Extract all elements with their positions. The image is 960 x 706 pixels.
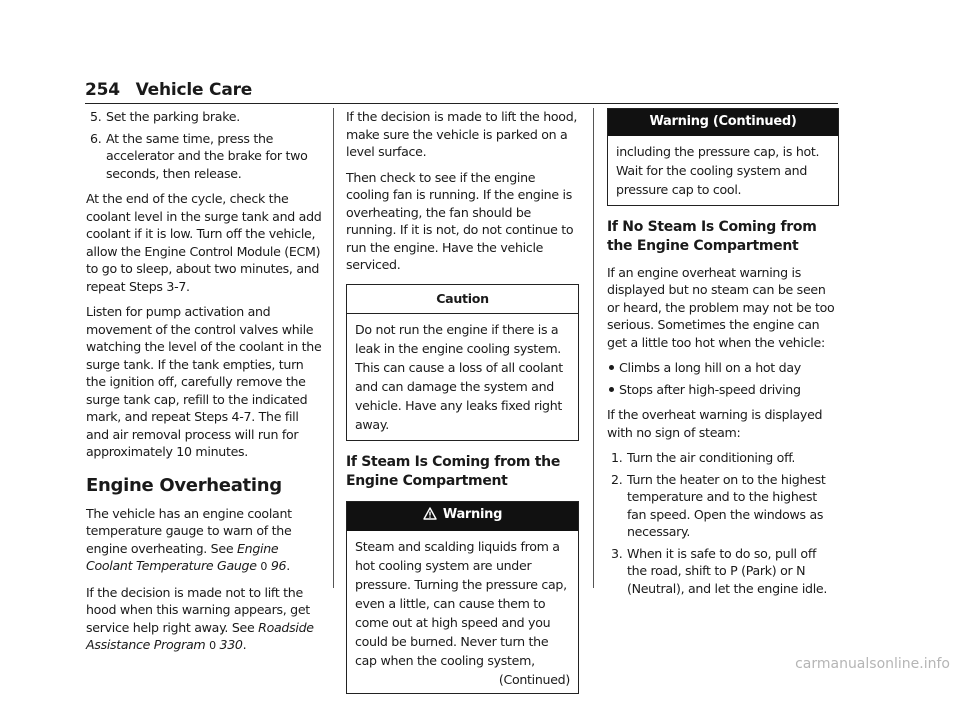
list-item: Stops after high-speed driving [607,381,839,399]
column-1 [86,108,324,663]
warning-triangle-icon [423,507,437,526]
paragraph: Listen for pump activation and movement of the control valves while watching the level of the coolant in the surge tank. If the tank empties, turn the ignition off, carefully remove the surge tank cap, refill to the indicated mark, and repeat Steps 4-7. The fill and air removal process will run for approximately 10 minutes. [86,304,322,459]
paragraph: If the decision is made to lift the hood, make sure the vehicle is parked on a level surface. [346,109,578,159]
column-2 [346,108,579,706]
paragraph: If an engine overheat warning is displayed but no steam can be seen or heard, the problem may not be too serious. Sometimes the engine can get a little too hot when the vehicle: [607,264,835,350]
watermark[interactable]: carmanualsonline.info [795,656,950,672]
paragraph: The vehicle has an engine coolant temperature gauge to warn of the engine overheating. See Engine Coolant Temperature Gauge 0 96. [86,505,292,573]
continued-label: (Continued) [498,671,570,687]
warning-title-bar [347,502,578,531]
column-3 [607,108,839,605]
caution-title: Caution [347,285,578,315]
page-number: 254 [85,80,120,100]
list-item: 1. Turn the air conditioning off. [611,450,796,465]
warning-continued-title: Warning (Continued) [608,109,838,136]
paragraph: If the overheat warning is displayed with no sign of steam: [607,407,823,440]
warning-continued-box [607,108,839,206]
engine-coolant-gauge-link[interactable]: Engine Coolant Temperature Gauge 0 96 [86,540,287,573]
bullet-icon [609,387,614,392]
paragraph: If the decision is made not to lift the hood when this warning appears, get service help right away. See Roadside Assistance Program 0 330. [86,584,314,652]
warning-title: Warning [442,507,503,522]
list-item: 6. At the same time, press the accelerator and the brake for two seconds, then release. [90,130,308,181]
no-steam-steps [607,449,839,597]
list-item: 2. Turn the heater on to the highest temperature and to the highest fan speed. Open the windows as necessary. [611,471,826,539]
paragraph: At the end of the cycle, check the coolant level in the surge tank and add coolant if it is low. Turn off the vehicle, allow the Engine Control Module (ECM) to go to sleep, about two minutes, and repeat Steps 3-7. [86,191,322,294]
no-steam-heading: If No Steam Is Coming from the Engine Compartment [607,218,817,254]
coolant-fill-steps [86,108,324,182]
list-item: 5. Set the parking brake. [90,109,240,124]
bullet-icon [609,365,614,370]
header-rule [85,103,838,104]
overheat-causes-list [607,359,839,398]
column-divider-1 [333,108,334,588]
warning-box [346,501,579,694]
list-item: 3. When it is safe to do so, pull off the road, shift to P (Park) or N (Neutral), and let the engine idle. [611,545,828,596]
roadside-assistance-link[interactable]: Roadside Assistance Program 0 330 [86,619,314,652]
page-ref-icon: 0 [209,639,216,652]
warning-text: Steam and scalding liquids from a hot cooling system are under pressure. Turning the pressure cap, even a little, can cause them to come out at high speed and you could be burned. Never turn the cap when the cooling system, [355,538,567,668]
engine-overheating-heading: Engine Overheating [86,474,282,496]
section-title: Vehicle Care [135,80,253,100]
caution-box [346,284,579,442]
page-header [85,80,252,100]
column-divider-2 [593,108,594,588]
list-item: Climbs a long hill on a hot day [607,359,839,377]
caution-text: Do not run the engine if there is a leak in the engine cooling system. This can cause a loss of all coolant and can damage the system and vehicle. Have any leaks fixed right away. [355,322,563,432]
warning-continued-text: including the pressure cap, is hot. Wait for the cooling system and pressure cap to cool. [616,143,820,197]
page-ref-icon: 0 [260,560,268,573]
paragraph: Then check to see if the engine cooling fan is running. If the engine is overheating, the fan should be running. If it is not, do not continue to run the engine. Have the vehicle serviced. [346,169,574,272]
steam-heading: If Steam Is Coming from the Engine Compartment [346,454,561,489]
